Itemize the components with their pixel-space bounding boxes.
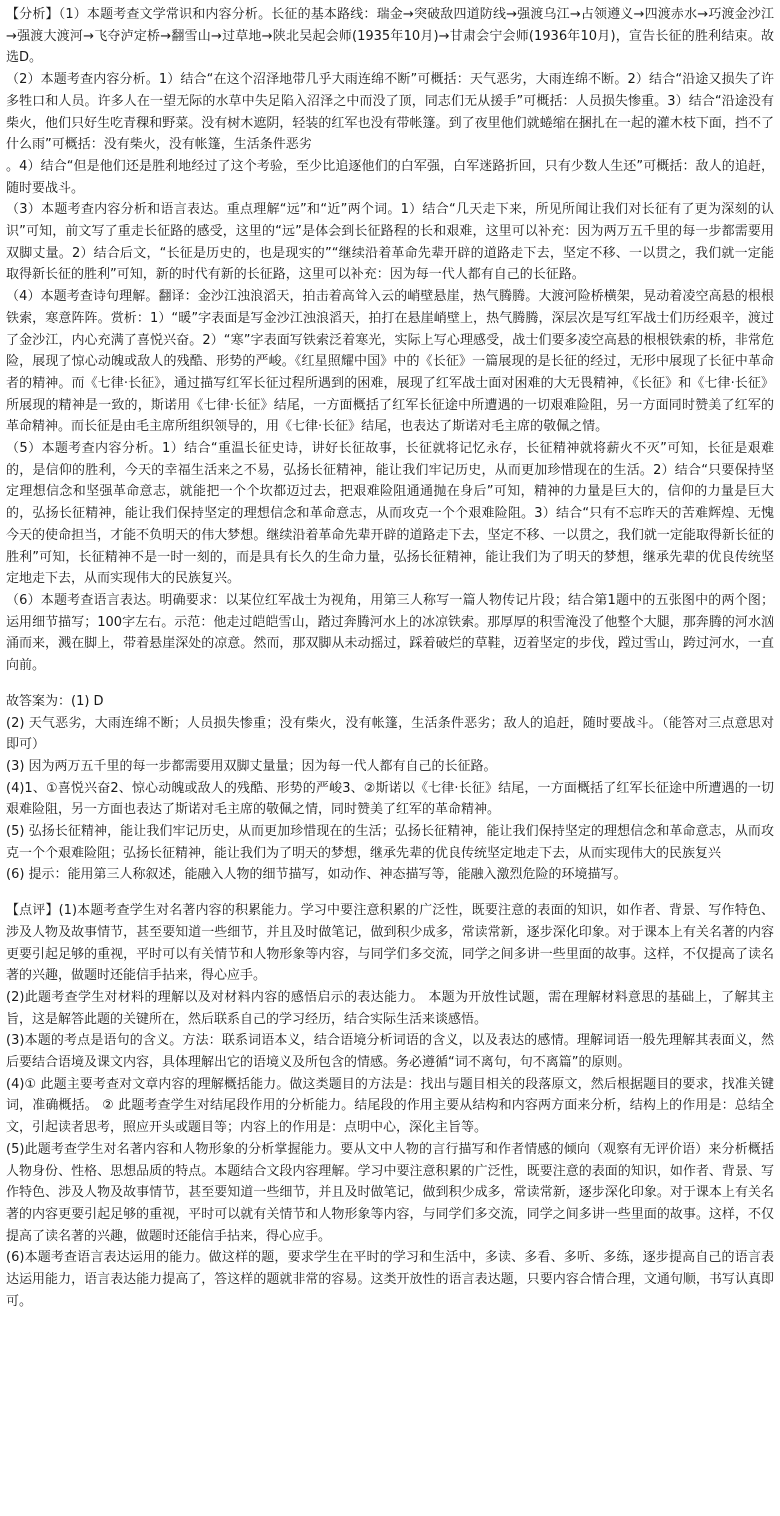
- answer-line-6: (6) 提示：能用第三人称叙述，能融入人物的细节描写，如动作、神态描写等，能融入激烈危险的环境描写。: [6, 867, 627, 883]
- analysis-section: [6, 4, 774, 677]
- answer-line-1: 故答案为：(1) D: [6, 693, 104, 709]
- analysis-paragraph-2: （2）本题考查内容分析。1）结合“在这个沼泽地带几乎大雨连绵不断”可概括：天气恶劣，大雨连绵不断。2）结合“沿途又损失了许多牲口和人员。许多人在一望无际的水草中失足陷入沼泽之中而没了顶，同志们无从援手”可概括：人员损失惨重。3）结合“沿途没有柴火，他们只好生吃青稞和野菜。没有树木遮阴，轻装的红军也没有带帐篷。到了夜里他们就蜷缩在捆扎在一起的灌木枝下面，挡不了什么雨”可概括：没有柴火，没有帐篷，生活条件恶劣: [6, 72, 774, 153]
- analysis-paragraph-7: （6）本题考查语言表达。明确要求：以某位红军战士为视角，用第三人称写一篇人物传记片段；结合第1题中的五张图中的两个图；运用细节描写；100字左右。示范：他走过皑皑雪山，踏过奔腾河水上的冰凉铁索。那厚厚的积雪淹没了他整个大腿，那奔腾的河水汹涌而来，溅在脚上，带着悬崖深处的凉意。然而，那双脚从未动摇过，踩着破烂的草鞋，迈着坚定的步伐，蹚过雪山，跨过河水，一直向前。: [6, 592, 774, 674]
- analysis-paragraph-5: （4）本题考查诗句理解。翻译：金沙江浊浪滔天，拍击着高耸入云的峭壁悬崖，热气腾腾。大渡河险桥横架，晃动着凌空高悬的根根铁索，寒意阵阵。赏析：1）“暖”字表面是写金沙江浊浪滔天，拍打在悬崖峭壁上，热气腾腾，深层次是写红军战士们历经艰辛，渡过了金沙江，内心充满了喜悦兴奋。2）“寒”字表面写铁索泛着寒光，实际上写心理感受，战士们要多凌空高悬的根根铁索的桥，非常危险，展现了惊心动魄或敌人的残酷、形势的严峻。《红星照耀中国》中的《长征》一篇展现的是长征的经过，无形中展现了长征中革命者的精神。而《七律·长征》，通过描写红军长征过程所遇到的困难，展现了红军战士面对困难的大无畏精神，《长征》和《七律·长征》所展现的精神是一致的，斯诺用《七律·长征》结尾，一方面概括了红军长征途中所遭遇的一切艰难险阻，另一方面同时赞美了红军的革命精神。而长征是由毛主席所组织领导的，用《七律·长征》结尾，也表达了斯诺对毛主席的敬佩之情。: [6, 289, 774, 435]
- comment-paragraph-1: 【点评】(1)本题考查学生对名著内容的积累能力。学习中要注意积累的广泛性，既要注意的表面的知识，如作者、背景、写作特色、涉及人物及故事情节，甚至要知道一些细节，并且及时做笔记，做到积少成多，常读常新，逐步深化印象。对于课本上有关名著的内容更要引起足够的重视，平时可以有关情节和人物形象等内容，与同学们多交流，同学之间多讲一些里面的故事。这样，不仅提高了读名著的兴趣，做题时还能信手拈来，得心应手。: [6, 903, 774, 984]
- answer-line-2: (2) 天气恶劣，大雨连绵不断；人员损失惨重；没有柴火，没有帐篷，生活条件恶劣；敌人的追赶，随时要战斗。（能答对三点意思对即可）: [6, 715, 774, 753]
- analysis-paragraph-6: （5）本题考查内容分析。1）结合“重温长征史诗，讲好长征故事，长征就将记忆永存，长征精神就将薪火不灭”可知，长征是艰难的，是信仰的胜利，今天的幸福生活来之不易，弘扬长征精神，能让我们牢记历史，从而更加珍惜现在的生活。2）结合“只要保持坚定理想信念和坚强革命意志，就能把一个个坎都迈过去，把艰难险阻通通抛在身后”可知，精神的力量是巨大的，信仰的力量是巨大的，弘扬长征精神，能让我们保持坚定的理想信念和革命意志，从而攻克一个个艰难险阻。3）结合“只有不忘昨天的苦难辉煌、无愧今天的使命担当，才能不负明天的伟大梦想。继续沿着革命先辈开辟的道路走下去，坚定不移、一以贯之，我们就一定能取得新长征的胜利”可知，长征精神不是一时一刻的，而是具有长久的生命力量，弘扬长征精神，能让我们为了明天的梦想，继承先辈的优良传统坚定地走下去，从而实现伟大的民族复兴。: [6, 441, 774, 587]
- answers-section: [6, 691, 774, 886]
- comments-section: [6, 900, 774, 1312]
- analysis-paragraph-1: 【分析】（1）本题考查文学常识和内容分析。长征的基本路线：瑞金→突破敌四道防线→强渡乌江→占领遵义→四渡赤水→巧渡金沙江→强渡大渡河→飞夺泸定桥→翻雪山→过草地→陕北吴起会师(1935年10月)→甘肃会宁会师(1936年10月)，宣告长征的胜利结束。故选D。: [6, 7, 774, 66]
- analysis-paragraph-4: （3）本题考查内容分析和语言表达。重点理解“远”和“近”两个词。1）结合“几天走下来，所见所闻让我们对长征有了更为深刻的认识”可知，前文写了重走长征路的感受，这里的“远”是体会到长征路程的长和艰难，这里可以补充：因为两万五千里的每一步都需要用双脚丈量。2）结合后文，“长征是历史的，也是现实的”“继续沿着革命先辈开辟的道路走下去，坚定不移、一以贯之，我们就一定能取得新长征的胜利”可知，新的时代有新的长征路，这里可以补充：因为每一代人都有自己的长征路。: [6, 202, 774, 283]
- answer-line-5: (5) 弘扬长征精神，能让我们牢记历史，从而更加珍惜现在的生活；弘扬长征精神，能让我们保持坚定的理想信念和革命意志，从而攻克一个个艰难险阻；弘扬长征精神，能让我们为了明天的梦想，继承先辈的优良传统坚定地走下去，从而实现伟大的民族复兴: [6, 824, 774, 861]
- comment-paragraph-5: (5)此题考查学生对名著内容和人物形象的分析掌握能力。要从文中人物的言行描写和作者情感的倾向（观察有无评价语）来分析概括人物身份、性格、思想品质的特点。本题结合文段内容理解。学习中要注意积累的广泛性，既要注意的表面的知识，如作者、背景、写作特色、涉及人物及故事情节，甚至要知道一些细节，并且及时做笔记，做到积少成多，常读常新，逐步深化印象。对于课本上有关名著的内容更要引起足够的重视，平时可以就有关情节和人物形象等内容，与同学们多交流，同学之间多讲一些里面的故事。这样，不仅提高了读名著的兴趣，做题时还能信手拈来，得心应手。: [6, 1141, 774, 1244]
- comment-paragraph-3: (3)本题的考点是语句的含义。方法：联系词语本义，结合语境分析词语的含义，以及表达的感情。理解词语一般先理解其表面义，然后要结合语境及课文内容，具体理解出它的语境义及所包含的情感。务必遵循“词不离句，句不离篇”的原则。: [6, 1033, 774, 1071]
- comment-paragraph-2: (2)此题考查学生对材料的理解以及对材料内容的感悟启示的表达能力。 本题为开放性试题，需在理解材料意思的基础上，了解其主旨，这是解答此题的关键所在，然后联系自己的学习经历，结合实际生活来谈感悟。: [6, 989, 774, 1027]
- answer-line-3: (3) 因为两万五千里的每一步都需要用双脚丈量量；因为每一代人都有自己的长征路。: [6, 758, 497, 774]
- comment-paragraph-4: (4)① 此题主要考查对文章内容的理解概括能力。做这类题目的方法是：找出与题目相关的段落原文，然后根据题目的要求，找准关键词，准确概括。 ② 此题考查学生对结尾段作用的分析能力。结尾段的作用主要从结构和内容两方面来分析，结构上的作用是：总结全文，引起读者思考，照应开头或题目等；内容上的作用是：点明中心，深化主旨等。: [6, 1076, 774, 1136]
- comment-paragraph-6: (6)本题考查语言表达运用的能力。做这样的题，要求学生在平时的学习和生活中，多读、多看、多听、多练，逐步提高自己的语言表达运用能力，语言表达能力提高了，答这样的题就非常的容易。这类开放性的语言表达题，只要内容合情合理，文通句顺，书写认真即可。: [6, 1250, 774, 1309]
- section-gap: [6, 677, 774, 691]
- analysis-paragraph-3: 。4）结合“但是他们还是胜利地经过了这个考验，至少比追逐他们的白军强，白军迷路折回，只有少数人生还”可概括：敌人的追赶，随时要战斗。: [6, 158, 774, 196]
- answer-line-4: (4)1、①喜悦兴奋2、惊心动魄或敌人的残酷、形势的严峻3、②斯诺以《七律·长征》结尾，一方面概括了红军长征途中所遭遇的一切艰难险阻，另一方面也表达了斯诺对毛主席的敬佩之情，同时赞美了红军的革命精神。: [6, 780, 774, 818]
- section-gap: [6, 886, 774, 900]
